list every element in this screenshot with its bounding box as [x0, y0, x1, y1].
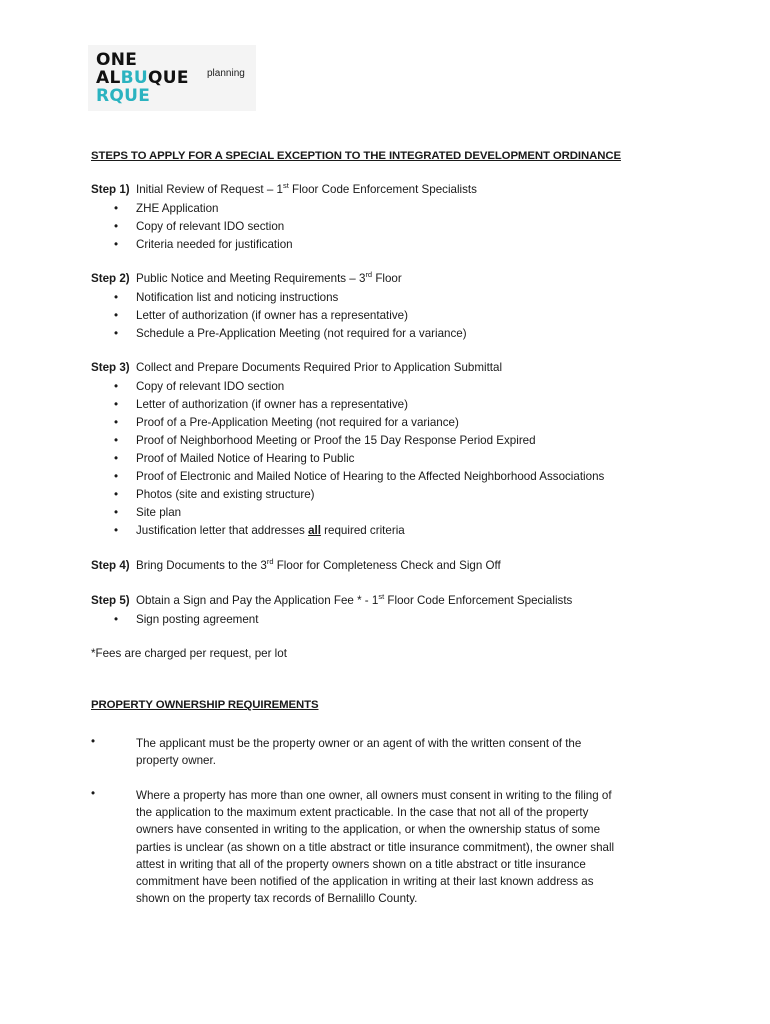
step-label: Step 2) — [91, 272, 130, 285]
bullet-icon: • — [114, 398, 119, 411]
text-line: The applicant must be the property owner or an agent of with the written consent of the — [136, 737, 582, 750]
step-text-before: Bring Documents to the 3 — [136, 559, 267, 572]
ownership-text — [136, 787, 676, 907]
list-item — [110, 218, 293, 236]
step-label: Step 5) — [91, 594, 130, 607]
bullet-text: ZHE Application — [136, 202, 219, 215]
step-text-before: Public Notice and Meeting Requirements – 3 — [136, 272, 366, 285]
bullet-text: Criteria needed for justification — [136, 238, 293, 251]
step-text-after: Floor — [372, 272, 402, 285]
bullet-icon: • — [114, 327, 119, 340]
list-item — [110, 236, 293, 254]
step-3-bullets — [110, 378, 604, 540]
bullet-text: Photos (site and existing structure) — [136, 488, 315, 501]
bullet-text: Sign posting agreement — [136, 613, 259, 626]
text-line: parties is unclear (as shown on a title abstract or title insurance commitment), the owner shall — [136, 840, 615, 854]
bullet-text-emphasis: all — [308, 524, 321, 537]
bullet-text: Site plan — [136, 506, 182, 519]
logo-line-2-c: QUE — [147, 68, 189, 88]
list-item — [110, 611, 258, 629]
bullet-text: Proof of a Pre-Application Meeting (not required for a variance) — [136, 416, 459, 429]
step-1 — [91, 183, 477, 196]
logo-line-1: ONE — [96, 50, 138, 70]
bullet-text-after: required criteria — [320, 524, 405, 537]
step-text — [136, 272, 402, 285]
list-item — [110, 325, 467, 343]
step-text — [136, 183, 477, 196]
list-item — [110, 504, 604, 522]
step-5-bullets — [110, 611, 258, 629]
step-label: Step 3) — [91, 361, 130, 374]
step-1-bullets — [110, 200, 293, 254]
list-item — [110, 432, 604, 450]
step-text-after: Floor Code Enforcement Specialists — [288, 183, 477, 196]
step-text-before: Obtain a Sign and Pay the Application Fee * - 1 — [136, 594, 379, 607]
one-albuquerque-logo — [88, 45, 256, 111]
text-line: Where a property has more than one owner, all owners must consent in writing to the filing of — [136, 789, 612, 802]
step-2-bullets — [110, 289, 467, 343]
list-item — [110, 378, 604, 396]
step-text-sup: rd — [266, 557, 274, 567]
bullet-text: Notification list and noticing instructions — [136, 291, 339, 304]
bullet-icon: • — [114, 416, 119, 429]
bullet-icon: • — [114, 202, 119, 215]
step-text-sup: st — [378, 592, 385, 602]
bullet-icon: • — [114, 506, 119, 519]
text-line: shown on the property tax records of Bernalillo County. — [136, 892, 418, 906]
step-text — [136, 594, 572, 607]
list-item — [110, 486, 604, 504]
bullet-text: Letter of authorization (if owner has a representative) — [136, 398, 408, 411]
bullet-text-before: Justification letter that addresses — [136, 524, 309, 537]
bullet-icon: • — [114, 434, 119, 447]
list-item — [110, 450, 604, 468]
bullet-text: Letter of authorization (if owner has a representative) — [136, 309, 408, 322]
fee-note: *Fees are charged per request, per lot — [91, 647, 287, 660]
bullet-text: Copy of relevant IDO section — [136, 380, 285, 393]
bullet-icon: • — [114, 220, 119, 233]
step-3 — [91, 361, 502, 374]
bullet-icon: • — [114, 452, 119, 465]
step-4 — [91, 559, 501, 572]
step-text: Collect and Prepare Documents Required Prior to Application Submittal — [136, 361, 503, 374]
bullet-text: Schedule a Pre-Application Meeting (not required for a variance) — [136, 327, 467, 340]
step-text-after: Floor for Completeness Check and Sign Off — [273, 559, 501, 572]
step-text-sup: st — [282, 181, 289, 191]
logo-tagline: planning — [207, 68, 245, 79]
text-line: attest in writing that all of the property owners shown on a title abstract or title insurance — [136, 857, 586, 871]
bullet-icon: • — [114, 291, 119, 304]
list-item — [110, 522, 604, 540]
steps-heading: STEPS TO APPLY FOR A SPECIAL EXCEPTION TO THE INTEGRATED DEVELOPMENT ORDINANCE — [91, 150, 621, 162]
step-2 — [91, 272, 402, 285]
step-text — [136, 559, 501, 572]
logo-line-2-b: BU — [120, 68, 148, 88]
step-text-sup: rd — [365, 270, 373, 280]
step-label: Step 4) — [91, 559, 130, 572]
bullet-icon: • — [114, 309, 119, 322]
list-item — [110, 200, 293, 218]
bullet-text: Copy of relevant IDO section — [136, 220, 285, 233]
list-item — [110, 307, 467, 325]
bullet-icon: • — [114, 380, 119, 393]
logo-line-2-a: AL — [96, 68, 121, 88]
bullet-text: Proof of Mailed Notice of Hearing to Public — [136, 452, 355, 465]
text-line: property owner. — [136, 754, 216, 768]
bullet-icon: • — [91, 735, 96, 748]
step-text-after: Floor Code Enforcement Specialists — [384, 594, 573, 607]
text-line: commitment have been notified of the application in writing at their last known address as — [136, 875, 594, 889]
text-line: the application to the maximum extent practicable. In the case that not all of the property — [136, 806, 589, 820]
bullet-icon: • — [114, 524, 119, 537]
bullet-icon: • — [114, 238, 119, 251]
list-item — [110, 289, 467, 307]
step-label: Step 1) — [91, 183, 130, 196]
bullet-icon: • — [114, 613, 119, 626]
logo-line-3: RQUE — [96, 86, 151, 106]
ownership-heading: PROPERTY OWNERSHIP REQUIREMENTS — [91, 699, 319, 711]
list-item — [110, 414, 604, 432]
bullet-icon: • — [114, 488, 119, 501]
bullet-icon: • — [114, 470, 119, 483]
ownership-text — [136, 735, 676, 769]
step-5 — [91, 594, 572, 607]
list-item — [110, 468, 604, 486]
bullet-icon: • — [91, 787, 96, 800]
bullet-text: Proof of Electronic and Mailed Notice of Hearing to the Affected Neighborhood Associations — [136, 470, 605, 483]
logo-line-2 — [96, 70, 189, 87]
bullet-text: Proof of Neighborhood Meeting or Proof the 15 Day Response Period Expired — [136, 434, 536, 447]
list-item — [110, 396, 604, 414]
step-text-before: Initial Review of Request – 1 — [136, 183, 283, 196]
text-line: owners have consented in writing to the application, or when the ownership status of some — [136, 823, 601, 837]
